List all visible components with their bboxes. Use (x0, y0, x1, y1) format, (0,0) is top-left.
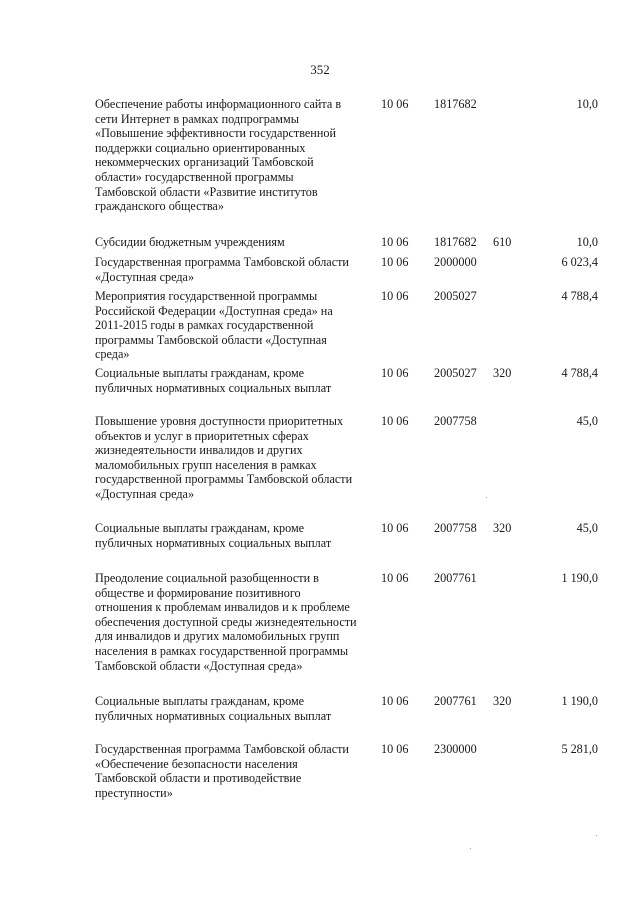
row-target-article: 2000000 (434, 255, 477, 269)
row-target-article: 2007761 (434, 694, 477, 708)
row-sum: 5 281,0 (561, 742, 598, 756)
row-target-article: 2300000 (434, 742, 477, 756)
scan-speck (596, 835, 597, 836)
row-name: Повышение уровня доступности приоритетных объектов и услуг в приоритетных сферах жизнедеятельности инвалидов и других маломобильных групп населения в рамках государственной программы Тамбовской области «Доступная среда» (95, 414, 353, 501)
row-sum: 6 023,4 (561, 255, 598, 269)
row-target-article: 1817682 (434, 97, 477, 111)
row-section: 10 06 (381, 521, 409, 535)
row-sum: 1 190,0 (561, 571, 598, 585)
row-section: 10 06 (381, 235, 409, 249)
row-expense-type: 320 (493, 694, 512, 708)
row-sum: 4 788,4 (561, 289, 598, 303)
row-expense-type: 320 (493, 366, 512, 380)
row-section: 10 06 (381, 742, 409, 756)
page-number: 352 (310, 62, 330, 77)
row-name: Социальные выплаты гражданам, кроме публичных нормативных социальных выплат (95, 521, 332, 550)
row-target-article: 2007761 (434, 571, 477, 585)
row-sum: 10,0 (576, 235, 598, 249)
row-sum: 1 190,0 (561, 694, 598, 708)
scan-speck (470, 848, 471, 849)
row-expense-type: 610 (493, 235, 512, 249)
row-section: 10 06 (381, 366, 409, 380)
row-sum: 4 788,4 (561, 366, 598, 380)
row-target-article: 2005027 (434, 366, 477, 380)
row-sum: 45,0 (576, 414, 598, 428)
row-section: 10 06 (381, 414, 409, 428)
row-target-article: 2007758 (434, 414, 477, 428)
row-name: Субсидии бюджетным учреждениям (95, 235, 285, 249)
row-name: Социальные выплаты гражданам, кроме публичных нормативных социальных выплат (95, 366, 332, 395)
row-target-article: 1817682 (434, 235, 477, 249)
row-target-article: 2007758 (434, 521, 477, 535)
row-section: 10 06 (381, 255, 409, 269)
row-name: Социальные выплаты гражданам, кроме публичных нормативных социальных выплат (95, 694, 332, 723)
row-section: 10 06 (381, 289, 409, 303)
row-expense-type: 320 (493, 521, 512, 535)
row-name: Мероприятия государственной программы Российской Федерации «Доступная среда» на 2011-2015 годы в рамках государственной программы Тамбовской области «Доступная среда» (95, 289, 333, 362)
row-section: 10 06 (381, 97, 409, 111)
row-sum: 10,0 (576, 97, 598, 111)
row-sum: 45,0 (576, 521, 598, 535)
row-name: Государственная программа Тамбовской области «Доступная среда» (95, 255, 349, 284)
scan-speck (486, 497, 487, 498)
row-name: Обеспечение работы информационного сайта в сети Интернет в рамках подпрограммы «Повышение эффективности государственной поддержки социально ориентированных некоммерческих организаций Тамбовской области» государственной программы Тамбовской области «Развитие институтов гражданского общества» (95, 97, 342, 214)
row-target-article: 2005027 (434, 289, 477, 303)
row-section: 10 06 (381, 694, 409, 708)
row-name: Государственная программа Тамбовской области «Обеспечение безопасности населения Тамбовской области и противодействие преступности» (95, 742, 349, 800)
row-section: 10 06 (381, 571, 409, 585)
row-name: Преодоление социальной разобщенности в обществе и формирование позитивного отношения к проблемам инвалидов и к проблеме обеспечения доступной среды жизнедеятельности для инвалидов и других маломобильных групп населения в рамках государственной программы Тамбовской области «Доступная среда» (95, 571, 357, 673)
